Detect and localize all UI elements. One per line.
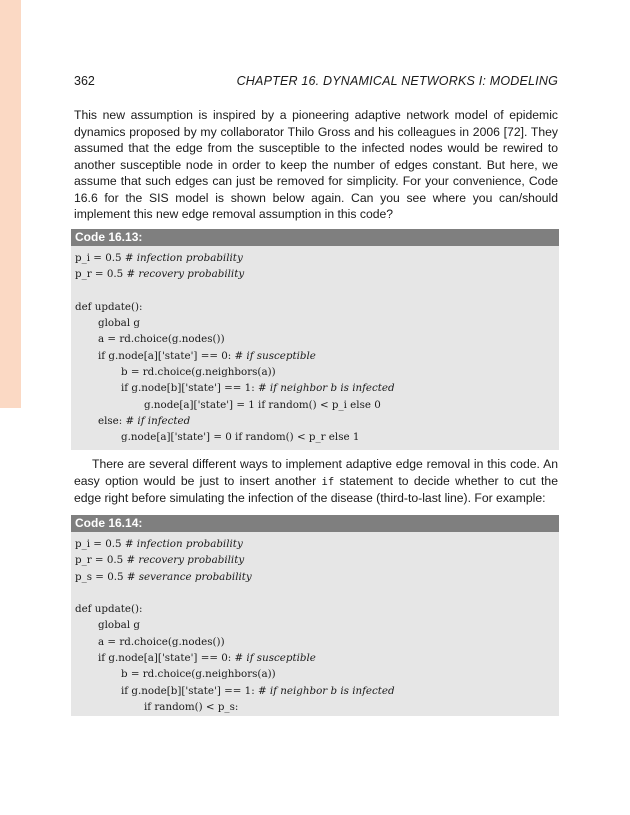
paragraph-intro: This new assumption is inspired by a pioneering adaptive network model of epidemic dynamics proposed by my collaborator Thilo Gross and his colleagues in 2006 [72]. They assumed that the edge from the susceptible to the infected nodes would be rewired to another susceptible node in order to keep the number of edges constant. But here, we assume that such edges can just be removed for simplicity. For your convenience, Code 16.6 for the SIS model is shown below again. Can you see where you can/should implement this new edge removal assumption in this code?	[74, 108, 558, 221]
code-listing-16-13	[71, 229, 559, 450]
code-line: else: # if infected	[98, 414, 191, 427]
code-line: g.node[a]['state'] = 0 if random() < p_r else 1	[121, 431, 360, 444]
code-line: if g.node[b]['state'] == 1: # if neighbor b is infected	[121, 684, 395, 697]
code-line: p_i = 0.5 # infection probability	[75, 252, 243, 264]
code-line: if g.node[a]['state'] == 0: # if susceptible	[98, 349, 316, 362]
code-line: b = rd.choice(g.neighbors(a))	[121, 668, 276, 681]
code-line: b = rd.choice(g.neighbors(a))	[121, 366, 276, 379]
code-listing-16-14	[71, 515, 559, 716]
code-line-blank	[75, 283, 559, 299]
code-listing-body	[71, 246, 559, 446]
code-line: global g	[98, 619, 140, 632]
code-line-blank	[75, 585, 559, 601]
code-line: p_i = 0.5 # infection probability	[75, 538, 243, 550]
code-line: global g	[98, 317, 140, 330]
code-line: p_s = 0.5 # severance probability	[75, 570, 252, 583]
page-number: 362	[74, 74, 95, 88]
code-listing-title: Code 16.13:	[71, 229, 559, 246]
code-line: p_r = 0.5 # recovery probability	[75, 268, 245, 281]
inline-code-if: if	[321, 475, 335, 488]
code-line: p_r = 0.5 # recovery probability	[75, 554, 245, 567]
code-line: if g.node[b]['state'] == 1: # if neighbor b is infected	[121, 382, 395, 395]
paragraph-edge-removal: There are several different ways to implement adaptive edge removal in this code. An easy option would be just to insert another if statement to decide whether to cut the edge right before simulating the infection of the disease (third-to-last line). For example:	[74, 457, 558, 505]
page-header	[74, 74, 558, 92]
code-line: if random() < p_s:	[144, 700, 239, 713]
code-listing-title: Code 16.14:	[71, 515, 559, 532]
page-edge-strip	[0, 0, 21, 408]
code-line: a = rd.choice(g.nodes())	[98, 333, 225, 346]
code-line: a = rd.choice(g.nodes())	[98, 635, 225, 648]
chapter-title: CHAPTER 16. DYNAMICAL NETWORKS I: MODELING	[236, 74, 558, 88]
code-listing-body	[71, 532, 559, 715]
code-line: def update():	[75, 603, 143, 616]
code-line: def update():	[75, 300, 143, 313]
code-line: if g.node[a]['state'] == 0: # if susceptible	[98, 652, 316, 665]
code-line: g.node[a]['state'] = 1 if random() < p_i else 0	[144, 398, 381, 411]
